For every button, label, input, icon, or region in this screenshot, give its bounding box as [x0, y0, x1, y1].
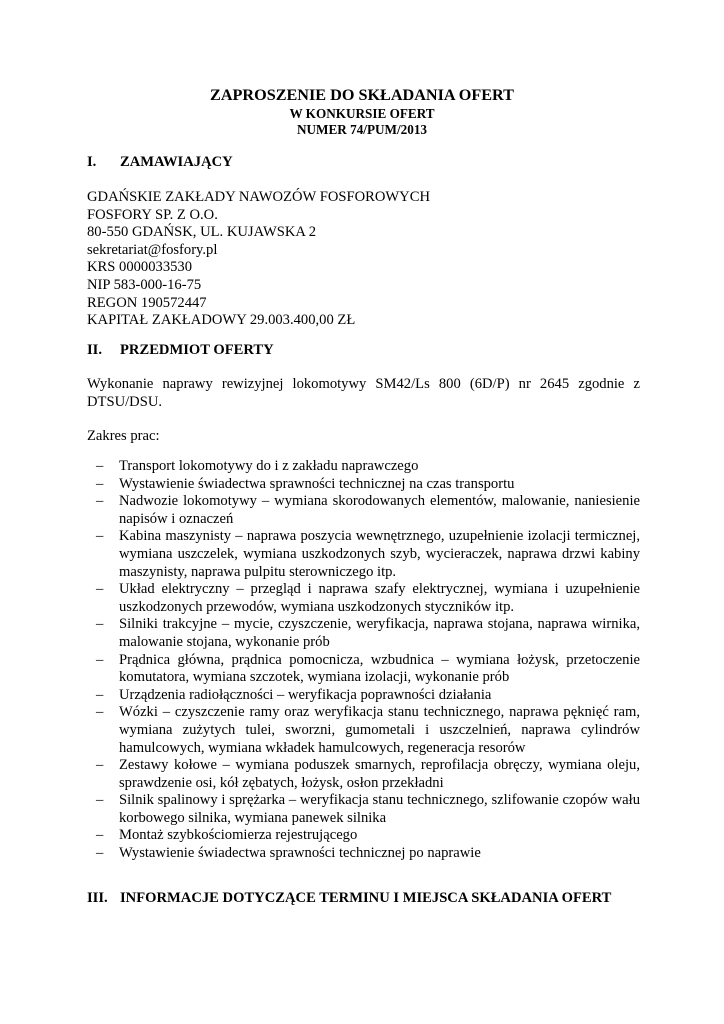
section-number: I.: [87, 154, 97, 170]
company-legal-form: FOSFORY SP. Z O.O.: [87, 206, 218, 223]
list-item: – Wystawienie świadectwa sprawności technicznej na czas transportu: [96, 475, 515, 492]
dash-bullet: –: [96, 757, 104, 774]
list-item: – Zestawy kołowe – wymiana poduszek smarnych, reprofilacja obręczy, wymiana oleju, sprawdzenie osi, kół zębatych, łożysk, osłon przekładni: [96, 757, 640, 791]
document-number: NUMER 74/PUM/2013: [296, 122, 428, 137]
company-krs: KRS 0000033530: [87, 259, 193, 276]
list-item: – Urządzenia radiołączności – weryfikacja poprawności działania: [96, 686, 492, 703]
list-item: – Kabina maszynisty – naprawa poszycia wewnętrznego, uzupełnienie izolacji termicznej, wymiana uszczelek, wymiana uszkodzonych szyb, wycieraczek, naprawa drzwi kabiny maszynisty, naprawa pulpitu sterowniczego itp.: [96, 528, 640, 580]
dash-bullet: –: [96, 581, 104, 598]
list-item: – Montaż szybkościomierza rejestrującego: [96, 827, 358, 844]
company-address: 80-550 GDAŃSK, UL. KUJAWSKA 2: [87, 224, 317, 241]
list-item: – Nadwozie lokomotywy – wymiana skorodowanych elementów, malowanie, naniesienie napisów i oznaczeń: [96, 493, 640, 527]
dash-bullet: –: [96, 458, 104, 474]
list-item: – Prądnica główna, prądnica pomocnicza, wzbudnica – wymiana łożysk, przetoczenie komutatora, wymiana szczotek, wymiana izolacji, wykonanie prób: [96, 651, 640, 686]
scope-list: [87, 458, 640, 863]
company-name: GDAŃSKIE ZAKŁADY NAWOZÓW FOSFOROWYCH: [87, 189, 430, 205]
dash-bullet: –: [96, 651, 104, 668]
dash-bullet: –: [96, 475, 104, 492]
dash-bullet: –: [96, 686, 104, 703]
scope-label: Zakres prac:: [87, 428, 160, 444]
document-subtitle: W KONKURSIE OFERT: [289, 106, 435, 121]
dash-bullet: –: [96, 792, 104, 809]
section-title: PRZEDMIOT OFERTY: [120, 342, 274, 358]
section-heading-subject: [87, 342, 274, 360]
list-item: – Transport lokomotywy do i z zakładu naprawczego: [96, 458, 419, 474]
dash-bullet: –: [96, 827, 104, 844]
subject-description: Wykonanie naprawy rewizyjnej lokomotywy SM42/Ls 800 (6D/P) nr 2645 zgodnie z DTSU/DSU.: [87, 376, 640, 410]
dash-bullet: –: [96, 616, 104, 633]
dash-bullet: –: [96, 528, 104, 545]
company-capital: KAPITAŁ ZAKŁADOWY 29.003.400,00 ZŁ: [87, 312, 356, 329]
dash-bullet: –: [96, 493, 104, 510]
company-regon: REGON 190572447: [87, 294, 207, 311]
section-heading-ordering-party: [87, 154, 233, 172]
company-nip: NIP 583-000-16-75: [87, 276, 202, 293]
company-email: sekretariat@fosfory.pl: [87, 241, 218, 258]
dash-bullet: –: [96, 704, 104, 721]
section-number: II.: [87, 342, 103, 358]
list-item: – Układ elektryczny – przegląd i naprawa szafy elektrycznej, wymiana i uzupełnienie uszkodzonych przewodów, wymiana uszkodzonych styczników itp.: [96, 581, 640, 615]
dash-bullet: –: [96, 845, 104, 862]
list-item: – Silniki trakcyjne – mycie, czyszczenie, weryfikacja, naprawa stojana, naprawa wirnika, malowanie stojana, wykonanie prób: [96, 616, 640, 650]
ordering-party-details: [87, 189, 640, 330]
document-title: ZAPROSZENIE DO SKŁADANIA OFERT: [210, 86, 514, 104]
section-heading-submission-info: [87, 890, 611, 908]
list-item: – Wystawienie świadectwa sprawności technicznej po naprawie: [96, 845, 481, 862]
list-item: – Wózki – czyszczenie ramy oraz weryfikacja stanu technicznego, naprawa pęknięć ram, wymiana zużytych tulei, sworzni, gumometali i uszczelnień, naprawa cylindrów hamulcowych, wymiana wkładek hamulcowych, regeneracja resorów: [96, 704, 640, 756]
section-title: ZAMAWIAJĄCY: [120, 154, 233, 170]
section-number: III.: [87, 890, 108, 906]
list-item: – Silnik spalinowy i sprężarka – weryfikacja stanu technicznego, szlifowanie czopów wału korbowego silnika, wymiana panewek silnika: [96, 792, 640, 826]
section-title: INFORMACJE DOTYCZĄCE TERMINU I MIEJSCA SKŁADANIA OFERT: [120, 890, 612, 906]
